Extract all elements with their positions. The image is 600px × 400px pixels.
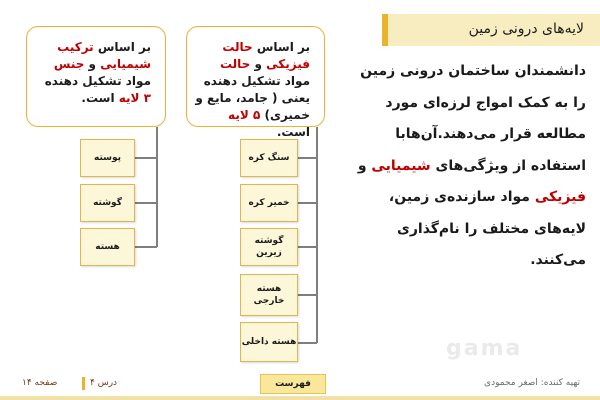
chem-highlight-composition: ترکیب شیمیایی <box>57 40 151 71</box>
phys-text-4: است. <box>276 125 310 139</box>
footer-separator <box>82 377 85 390</box>
chem-layer-mantle <box>80 184 135 222</box>
phys-layer-asthenosphere <box>240 184 298 222</box>
phys-text-1: بر اساس <box>252 40 310 54</box>
layer-label: هسته خارجی <box>253 284 285 306</box>
chem-trunk-line <box>156 127 158 247</box>
chem-branch-line <box>133 202 157 204</box>
phys-layer-inner-core <box>240 322 298 362</box>
chem-text-1: بر اساس <box>93 40 151 54</box>
chem-text-2: و <box>84 57 101 71</box>
physical-classification-box <box>186 26 325 139</box>
phys-text-3: مواد تشکیل دهنده یعنی ( جامد، مایع و خمیری) <box>195 74 310 122</box>
phys-layer-outer-core <box>240 274 298 316</box>
paragraph-text-3: مواد سازنده‌ی زمین، لایه‌های مختلف را نام‌گذاری می‌کنند. <box>388 189 586 268</box>
chemical-classification-box <box>26 26 166 127</box>
phys-highlight-condition: حالت <box>219 57 251 71</box>
phys-branch-line <box>296 202 317 204</box>
chem-text-3: مواد تشکیل دهنده <box>44 74 151 88</box>
layer-label: هسته <box>95 242 120 252</box>
chem-layer-count: ۳ لایه <box>118 91 151 105</box>
phys-branch-line <box>296 342 317 344</box>
chem-layer-core <box>80 228 135 266</box>
layer-label: خمیر کره <box>248 198 290 208</box>
page-number: صفحه ۱۴ <box>22 378 58 388</box>
body-paragraph <box>352 56 586 277</box>
chem-branch-line <box>133 157 157 159</box>
highlight-physical: فیزیکی <box>534 189 586 205</box>
chem-highlight-material: جنس <box>53 57 85 71</box>
layer-label: هسته داخلی <box>241 337 297 347</box>
phys-text-2: و <box>250 57 267 71</box>
phys-layer-count: ۵ لایه <box>228 108 261 122</box>
phys-branch-line <box>296 294 317 296</box>
footer-bar <box>0 396 600 400</box>
phys-trunk-line <box>316 127 318 343</box>
layer-label: گوشته <box>93 198 122 208</box>
slide-title: لایه‌های درونی زمین <box>468 21 584 37</box>
chem-branch-line <box>133 246 157 248</box>
highlight-chemical: شیمیایی <box>371 157 431 174</box>
layer-label: پوسته <box>94 153 122 163</box>
title-bar <box>382 14 600 46</box>
paragraph-text-1: دانشمندان ساختمان درونی زمین را به کمک امواج لرزه‌ای مورد مطالعه قرار می‌دهند.آن‌ها‌با استفاده از ویژگی‌های <box>360 63 586 174</box>
phys-layer-lithosphere <box>240 139 298 177</box>
watermark-logo: gama <box>446 336 523 361</box>
chem-text-4: است. <box>81 91 119 105</box>
layer-label: گوشته زیرین <box>254 236 284 258</box>
phys-highlight-state: حالت فیزیکی <box>222 40 310 71</box>
author-credit: تهیه کننده: اصغر محمودی <box>484 378 580 388</box>
phys-branch-line <box>296 157 317 159</box>
phys-layer-lower-mantle <box>240 228 298 266</box>
chem-layer-crust <box>80 139 135 177</box>
index-button[interactable]: فهرست <box>260 374 326 394</box>
lesson-number: درس ۴ <box>90 378 118 388</box>
phys-branch-line <box>296 246 317 248</box>
layer-label: سنگ کره <box>248 153 290 163</box>
paragraph-text-2: و <box>357 157 372 174</box>
